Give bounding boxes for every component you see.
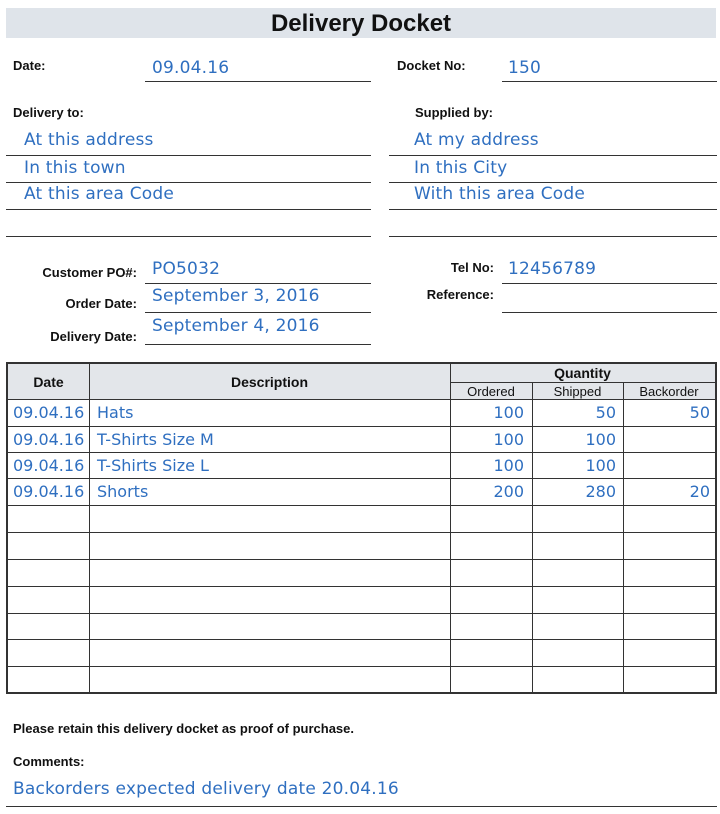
row-2-shipped: 100	[585, 430, 616, 449]
row-rule	[8, 666, 715, 667]
row-1-description: Hats	[97, 403, 134, 422]
delivery-date-underline	[145, 344, 371, 345]
delivery-date-value: September 4, 2016	[152, 316, 320, 336]
row-1-backorder: 50	[689, 403, 710, 422]
reference-label: Reference:	[426, 287, 494, 302]
row-3-date: 09.04.16	[13, 456, 85, 475]
row-3-shipped: 100	[585, 456, 616, 475]
supplied-by-label: Supplied by:	[415, 105, 493, 120]
supplied-by-line-2: In this City	[414, 158, 508, 178]
col-header-shipped: Shipped	[553, 384, 602, 399]
col-header-description: Description	[230, 374, 308, 390]
row-4-backorder: 20	[689, 482, 710, 501]
customer-po-underline	[145, 283, 371, 284]
items-table	[6, 362, 717, 694]
header-bottom-rule	[8, 399, 715, 400]
delivery-to-rule-4	[6, 236, 371, 237]
row-4-description: Shorts	[97, 482, 149, 501]
row-rule	[8, 452, 715, 453]
row-4-shipped: 280	[585, 482, 616, 501]
delivery-to-line-2: In this town	[24, 158, 126, 178]
row-3-description: T-Shirts Size L	[97, 456, 209, 475]
row-4-date: 09.04.16	[13, 482, 85, 501]
supplied-by-rule-4	[389, 236, 717, 237]
order-date-value: September 3, 2016	[152, 286, 320, 306]
row-2-description: T-Shirts Size M	[97, 430, 214, 449]
document-title: Delivery Docket	[6, 8, 716, 38]
comments-label: Comments:	[13, 754, 85, 769]
col-divider-date	[89, 364, 90, 692]
customer-po-label: Customer PO#:	[42, 265, 137, 280]
comments-value: Backorders expected delivery date 20.04.16	[13, 779, 399, 799]
row-rule	[8, 505, 715, 506]
tel-no-label: Tel No:	[450, 260, 494, 275]
tel-no-value: 12456789	[508, 259, 597, 279]
col-header-date: Date	[33, 374, 64, 390]
date-value: 09.04.16	[152, 58, 230, 78]
row-2-ordered: 100	[493, 430, 524, 449]
row-1-date: 09.04.16	[13, 403, 85, 422]
date-underline	[145, 81, 371, 82]
row-rule	[8, 586, 715, 587]
order-date-underline	[145, 312, 371, 313]
delivery-to-label: Delivery to:	[13, 105, 84, 120]
row-4-ordered: 200	[493, 482, 524, 501]
col-header-quantity: Quantity	[554, 365, 611, 381]
delivery-to-rule-2	[6, 182, 371, 183]
col-divider-shipped	[623, 382, 624, 692]
row-3-ordered: 100	[493, 456, 524, 475]
col-divider-ordered	[532, 382, 533, 692]
col-header-ordered: Ordered	[467, 384, 515, 399]
col-header-backorder: Backorder	[639, 384, 699, 399]
delivery-to-line-3: At this area Code	[24, 184, 175, 204]
row-rule	[8, 639, 715, 640]
delivery-date-label: Delivery Date:	[50, 329, 137, 344]
row-rule	[8, 559, 715, 560]
row-rule	[8, 532, 715, 533]
supplied-by-rule-3	[389, 209, 717, 210]
tel-no-underline	[502, 283, 717, 284]
docket-no-underline	[502, 81, 717, 82]
docket-no-value: 150	[508, 58, 542, 78]
delivery-to-rule-3	[6, 209, 371, 210]
reference-underline	[502, 312, 717, 313]
supplied-by-line-1: At my address	[414, 130, 539, 150]
row-2-date: 09.04.16	[13, 430, 85, 449]
order-date-label: Order Date:	[65, 296, 137, 311]
supplied-by-line-3: With this area Code	[414, 184, 586, 204]
delivery-to-rule-1	[6, 155, 371, 156]
docket-no-label: Docket No:	[397, 58, 466, 73]
retain-notice: Please retain this delivery docket as proof of purchase.	[13, 721, 355, 736]
supplied-by-rule-1	[389, 155, 717, 156]
row-1-ordered: 100	[493, 403, 524, 422]
row-rule	[8, 426, 715, 427]
row-1-shipped: 50	[595, 403, 616, 422]
row-rule	[8, 613, 715, 614]
date-label: Date:	[13, 58, 46, 73]
comments-underline	[6, 806, 717, 807]
row-rule	[8, 478, 715, 479]
customer-po-value: PO5032	[152, 259, 221, 279]
delivery-to-line-1: At this address	[24, 130, 154, 150]
supplied-by-rule-2	[389, 182, 717, 183]
quantity-header-rule	[450, 382, 715, 383]
